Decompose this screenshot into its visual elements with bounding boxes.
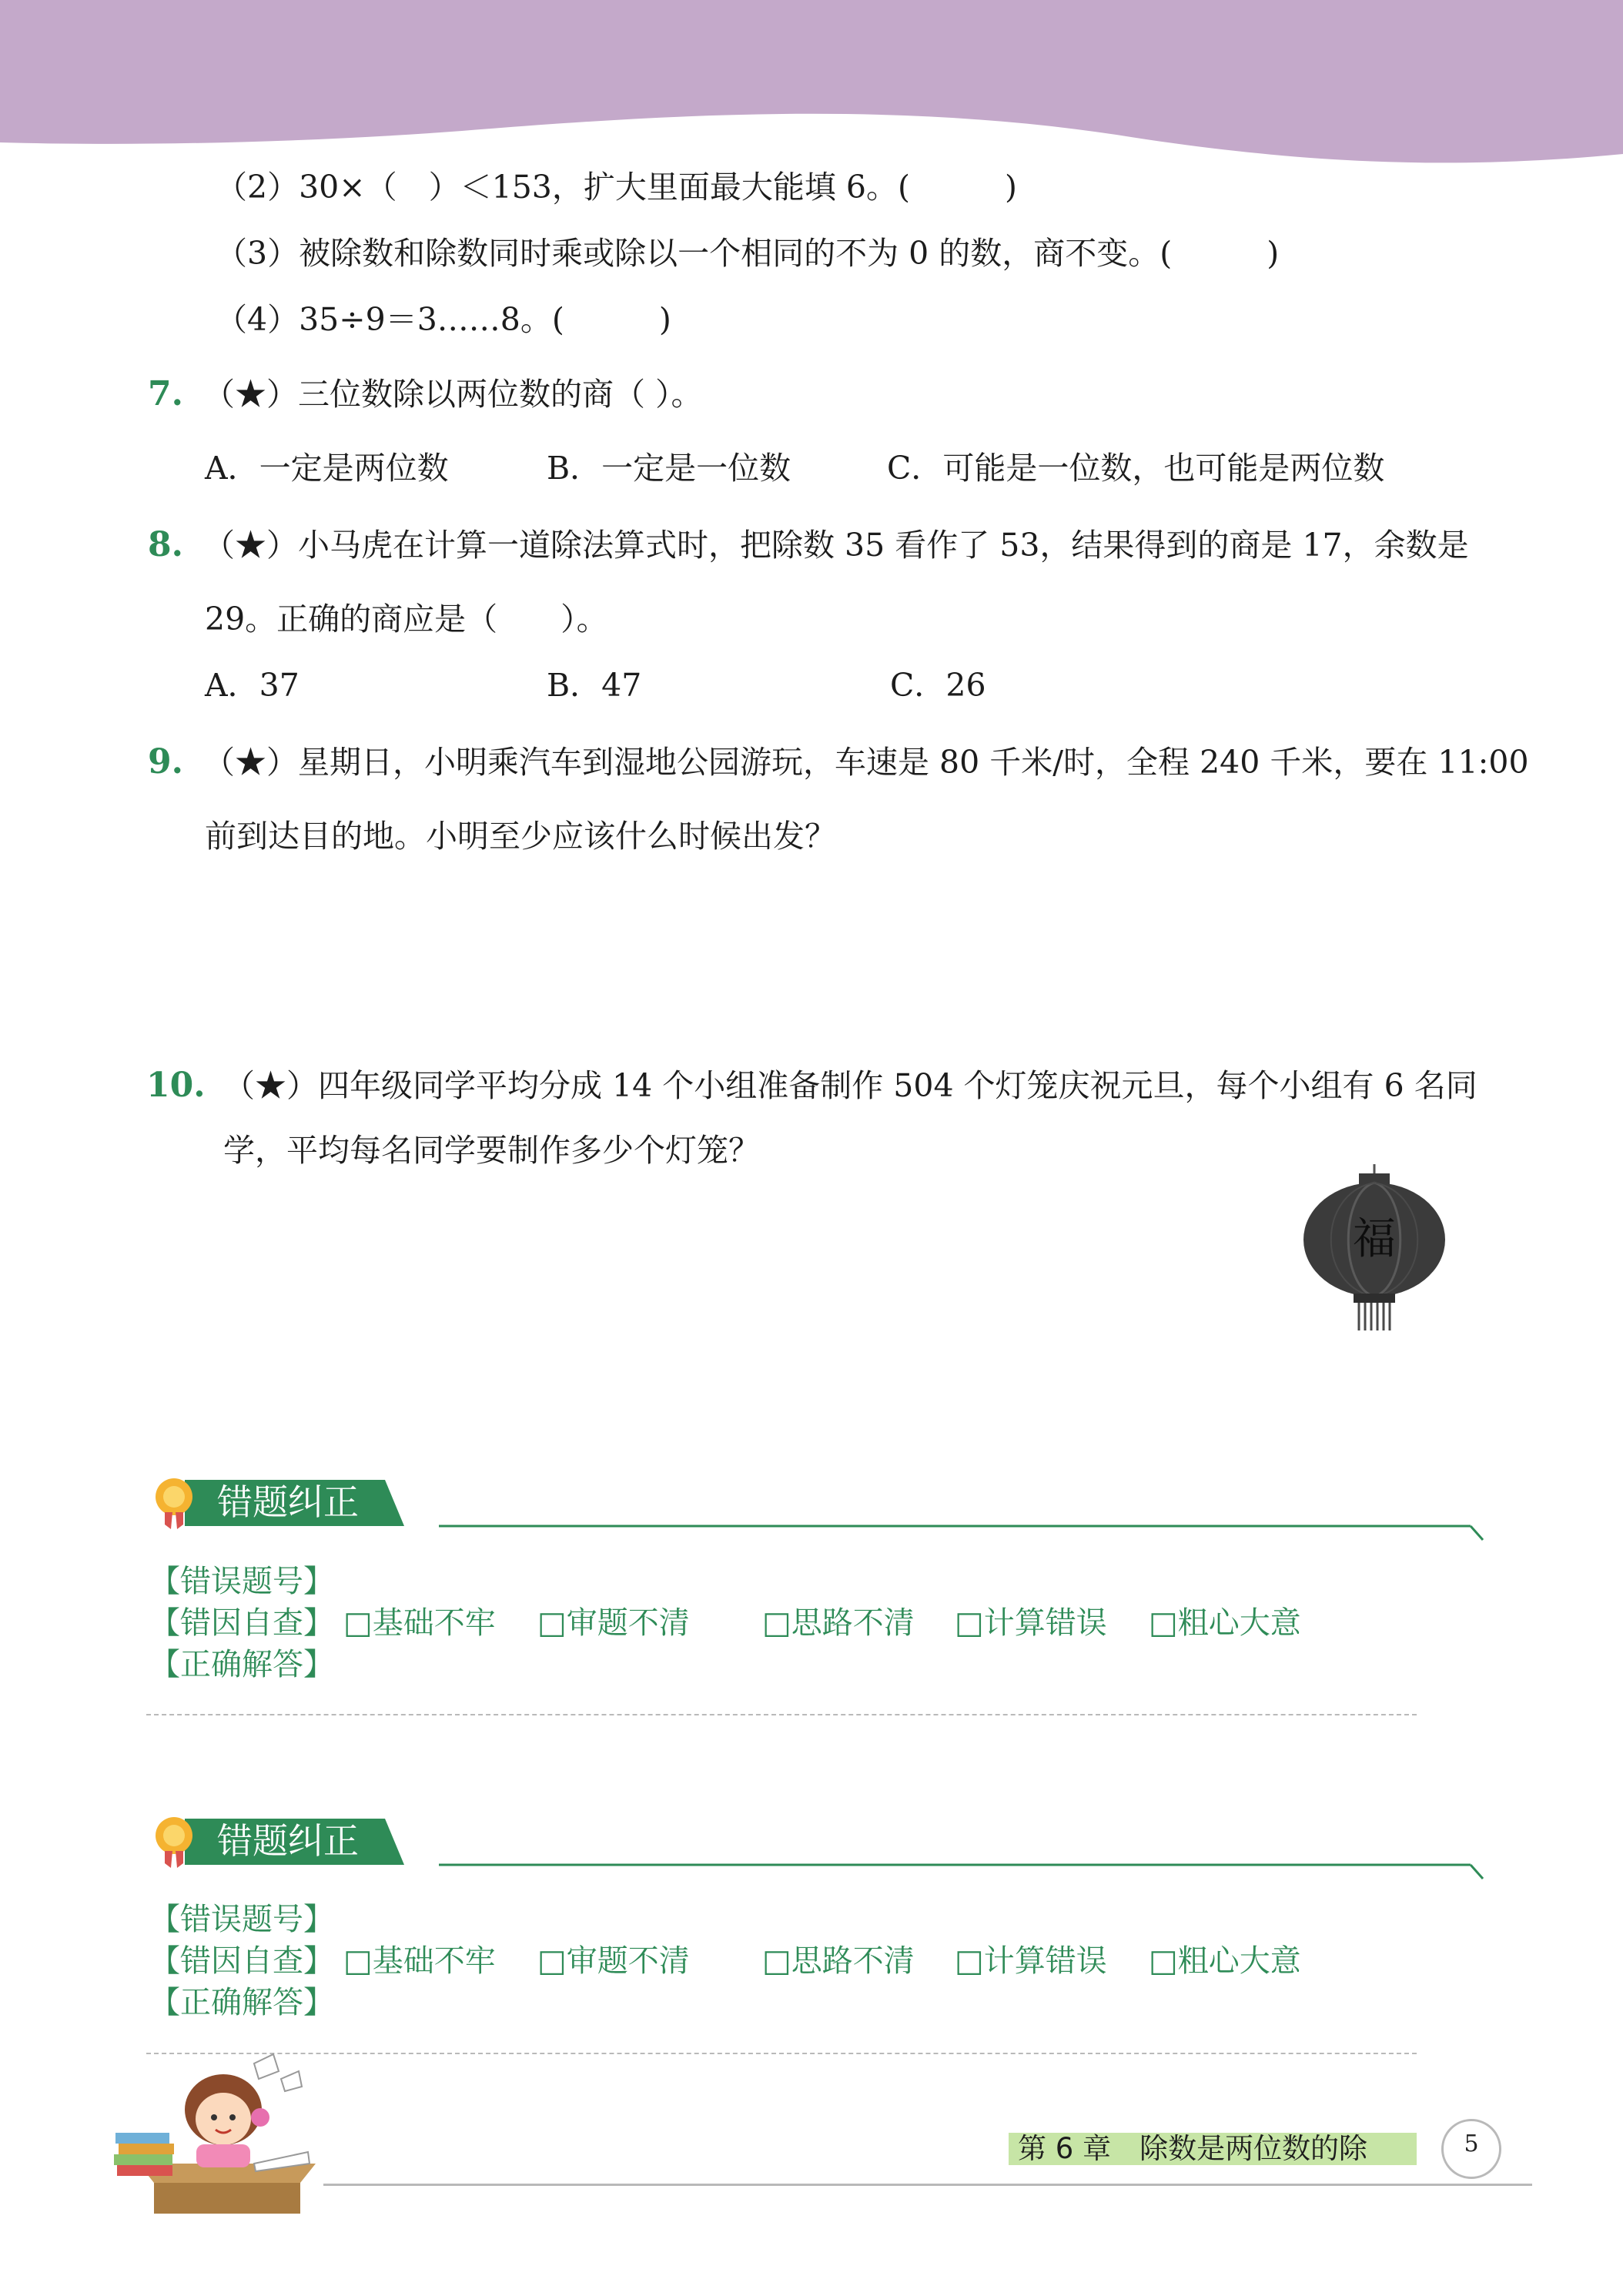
q7-option-a: A．一定是两位数 (205, 450, 449, 487)
option-thinking-1[interactable]: □思路不清 (762, 1605, 915, 1641)
q8-option-a: A．37 (205, 667, 300, 704)
q8-number: 8. (148, 525, 183, 564)
q10-number: 10. (146, 1066, 206, 1105)
correct-answer-label-2: 【正确解答】 (149, 1985, 334, 2020)
correction-title-1: 错题纠正 (217, 1481, 359, 1523)
self-check-label-1: 【错因自查】 (149, 1605, 334, 1641)
self-check-label-2: 【错因自查】 (149, 1943, 334, 1979)
q7-text: （★）三位数除以两位数的商（ ）。 (203, 376, 703, 413)
dashed-divider-2 (146, 2053, 1417, 2054)
option-reading-1[interactable]: □审题不清 (537, 1605, 690, 1641)
option-calculation-1[interactable]: □计算错误 (955, 1605, 1107, 1641)
correction-rule-2 (439, 1849, 1486, 1880)
q6-statement-4: （4）35÷9＝3……8。( ) (216, 301, 671, 338)
option-basics-2[interactable]: □基础不牢 (343, 1943, 496, 1979)
option-careless-1[interactable]: □粗心大意 (1149, 1605, 1301, 1641)
correction-rule-1 (439, 1511, 1486, 1541)
q9-line-1: （★）星期日，小明乘汽车到湿地公园游玩，车速是 80 千米/时，全程 240 千米，要在 11:00 (203, 744, 1529, 781)
q8-line-1: （★）小马虎在计算一道除法算式时，把除数 35 看作了 53，结果得到的商是 17，余数是 (203, 527, 1469, 564)
option-careless-2[interactable]: □粗心大意 (1149, 1943, 1301, 1979)
correct-answer-label-1: 【正确解答】 (149, 1647, 334, 1682)
option-thinking-2[interactable]: □思路不清 (762, 1943, 915, 1979)
lantern-illustration (1286, 1163, 1463, 1340)
footer-rule (323, 2184, 1532, 2186)
q6-statement-3: （3）被除数和除数同时乘或除以一个相同的不为 0 的数，商不变。( ) (216, 235, 1280, 272)
q10-line-2: 学，平均每名同学要制作多少个灯笼？ (223, 1132, 760, 1169)
q9-number: 9. (148, 742, 183, 782)
q10-line-1: （★）四年级同学平均分成 14 个小组准备制作 504 个灯笼庆祝元旦，每个小组有 6 名同 (223, 1067, 1477, 1104)
option-calculation-2[interactable]: □计算错误 (955, 1943, 1107, 1979)
header-wave-banner (0, 0, 1623, 177)
footer-chapter-title: 第 6 章 除数是两位数的除 (1018, 2132, 1368, 2165)
lantern-character: 福 (1353, 1214, 1396, 1264)
q7-number: 7. (148, 374, 183, 413)
dashed-divider-1 (146, 1714, 1417, 1715)
q6-statement-2: （2）30×（ ）＜153，扩大里面最大能填 6。( ) (216, 169, 1017, 206)
option-basics-1[interactable]: □基础不牢 (343, 1605, 496, 1641)
page-number: 5 (1464, 2130, 1479, 2157)
option-reading-2[interactable]: □审题不清 (537, 1943, 690, 1979)
q9-line-2: 前到达目的地。小明至少应该什么时候出发？ (205, 818, 836, 855)
wrong-number-label-1: 【错误题号】 (149, 1564, 334, 1599)
q8-option-b: B．47 (547, 667, 642, 704)
correction-title-2: 错题纠正 (217, 1820, 359, 1862)
q7-option-c: C．可能是一位数，也可能是两位数 (887, 450, 1385, 487)
wrong-number-label-2: 【错误题号】 (149, 1902, 334, 1937)
q8-option-c: C．26 (890, 667, 986, 704)
q8-line-2: 29。正确的商应是（ ）。 (205, 601, 608, 638)
q7-option-b: B．一定是一位数 (547, 450, 791, 487)
student-reading-illustration (108, 2048, 331, 2217)
